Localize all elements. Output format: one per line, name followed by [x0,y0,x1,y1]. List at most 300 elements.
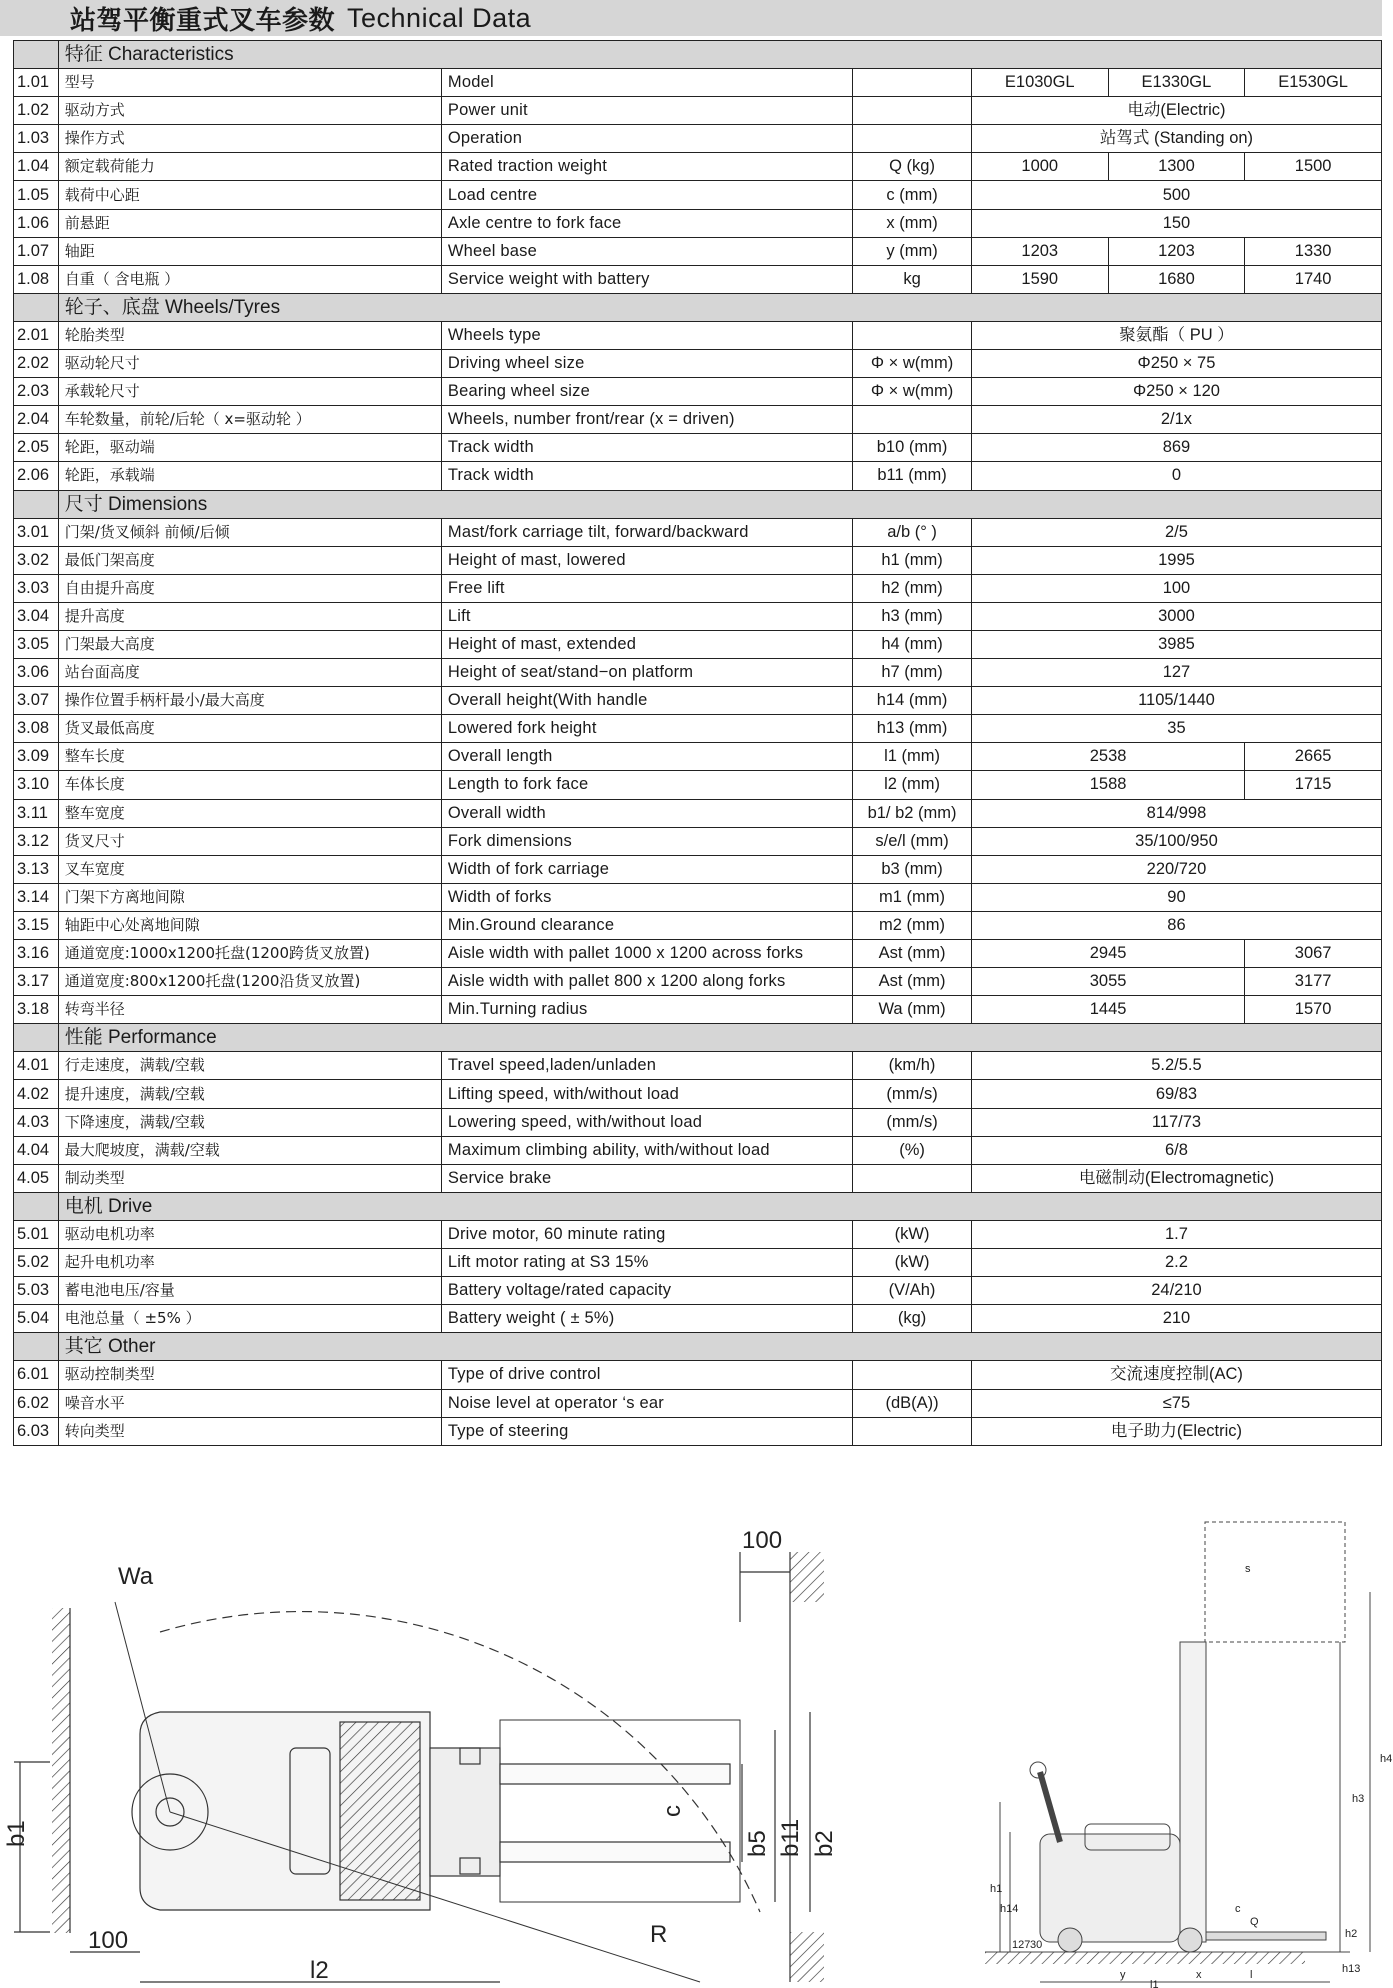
table-row [14,1361,1382,1389]
row-label-zh: 起升电机功率 [58,1249,441,1277]
spec-table [13,40,1382,1446]
table-row [14,434,1382,462]
row-label-zh: 转向类型 [58,1417,441,1445]
label-l2: l2 [310,1957,329,1984]
row-value: 869 [971,434,1381,462]
row-unit: m2 (mm) [853,911,972,939]
row-label-en: Load centre [441,181,852,209]
table-row [14,771,1382,799]
row-value: 3177 [1245,968,1382,996]
row-unit: Ast (mm) [853,940,972,968]
section-spacer [14,41,59,69]
row-number: 3.12 [14,827,59,855]
row-number: 3.04 [14,602,59,630]
row-value: 1588 [971,771,1244,799]
row-number: 1.05 [14,181,59,209]
section-title: 特征 Characteristics [58,41,1381,69]
row-number: 3.14 [14,883,59,911]
row-label-zh: 轮距，承载端 [58,462,441,490]
pallet-outline [500,1720,740,1902]
row-unit [853,321,972,349]
row-value: 2665 [1245,743,1382,771]
table-row [14,827,1382,855]
label-h7: 127 [1012,1939,1031,1951]
table-row [14,602,1382,630]
table-row [14,153,1382,181]
row-value: 127 [971,659,1381,687]
label-b1: b1 [3,1820,30,1847]
row-value: 6/8 [971,1136,1381,1164]
ground-hatch [985,1952,1305,1964]
table-row [14,378,1382,406]
table-row [14,209,1382,237]
row-label-zh: 驱动轮尺寸 [58,350,441,378]
row-number: 5.03 [14,1277,59,1305]
label-wa: Wa [118,1563,154,1590]
section-spacer [14,1024,59,1052]
row-label-zh: 轴距中心处离地间隙 [58,911,441,939]
label-h4: h4 [1380,1753,1393,1765]
table-row [14,883,1382,911]
row-label-en: Aisle width with pallet 800 x 1200 along forks [441,968,852,996]
side-fork [1206,1932,1326,1940]
row-label-en: Overall length [441,743,852,771]
row-value: 117/73 [971,1108,1381,1136]
row-number: 4.04 [14,1136,59,1164]
section-spacer [14,1333,59,1361]
section-header [14,490,1382,518]
label-r: R [650,1921,668,1948]
row-value: 0 [971,462,1381,490]
row-value: 电磁制动(Electromagnetic) [971,1164,1381,1192]
row-number: 3.06 [14,659,59,687]
row-label-en: Aisle width with pallet 1000 x 1200 across forks [441,940,852,968]
label-h13: h13 [1342,1963,1361,1975]
label-h3: h3 [1352,1793,1365,1805]
row-value: 1500 [1245,153,1382,181]
row-value: 2945 [971,940,1244,968]
table-row [14,1305,1382,1333]
row-value: 交流速度控制(AC) [971,1361,1381,1389]
row-value: E1030GL [971,69,1108,97]
table-row [14,940,1382,968]
row-unit: x (mm) [853,209,972,237]
section-header [14,1192,1382,1220]
row-number: 3.03 [14,574,59,602]
side-view-drawing [985,1522,1370,1982]
row-value: 1330 [1245,237,1382,265]
row-unit: c (mm) [853,181,972,209]
row-unit: (km/h) [853,1052,972,1080]
row-label-zh: 轴距 [58,237,441,265]
row-value: 电子助力(Electric) [971,1417,1381,1445]
row-unit: (%) [853,1136,972,1164]
row-value: 2/1x [971,406,1381,434]
row-label-zh: 站台面高度 [58,659,441,687]
row-label-zh: 下降速度，满载/空载 [58,1108,441,1136]
row-unit: m1 (mm) [853,883,972,911]
row-label-en: Mast/fork carriage tilt, forward/backward [441,518,852,546]
table-row [14,69,1382,97]
row-value: E1530GL [1245,69,1382,97]
table-row [14,321,1382,349]
label-m: 30 [1030,1939,1043,1951]
row-number: 6.01 [14,1361,59,1389]
row-unit: h7 (mm) [853,659,972,687]
row-unit: a/b (° ) [853,518,972,546]
label-100-top: 100 [742,1527,783,1554]
row-unit: l1 (mm) [853,743,972,771]
row-label-en: Battery weight ( ± 5%) [441,1305,852,1333]
row-value: E1330GL [1108,69,1245,97]
row-unit: h2 (mm) [853,574,972,602]
row-value: 1.7 [971,1220,1381,1248]
label-b2: b2 [811,1830,838,1857]
section-spacer [14,293,59,321]
row-value: 3067 [1245,940,1382,968]
table-row [14,630,1382,658]
row-unit: (kg) [853,1305,972,1333]
section-title: 性能 Performance [58,1024,1381,1052]
row-label-en: Overall width [441,799,852,827]
row-value: 69/83 [971,1080,1381,1108]
row-value: 814/998 [971,799,1381,827]
row-unit: b10 (mm) [853,434,972,462]
row-unit: b1/ b2 (mm) [853,799,972,827]
header-title-en: Technical Data [347,2,532,33]
label-l: l [1250,1969,1253,1981]
row-value: 2/5 [971,518,1381,546]
row-label-en: Min.Ground clearance [441,911,852,939]
label-l1: l1 [1150,1979,1159,1988]
label-h2: h2 [1345,1928,1358,1940]
row-label-zh: 型号 [58,69,441,97]
row-unit: h14 (mm) [853,687,972,715]
row-number: 3.09 [14,743,59,771]
row-label-en: Maximum climbing ability, with/without load [441,1136,852,1164]
row-number: 3.15 [14,911,59,939]
row-number: 3.08 [14,715,59,743]
row-number: 3.17 [14,968,59,996]
row-label-en: Service brake [441,1164,852,1192]
row-label-en: Drive motor, 60 minute rating [441,1220,852,1248]
right-wall-top [790,1552,824,1602]
section-header [14,1024,1382,1052]
row-label-en: Power unit [441,97,852,125]
row-label-en: Min.Turning radius [441,996,852,1024]
row-unit: (kW) [853,1249,972,1277]
table-row [14,1108,1382,1136]
row-label-zh: 噪音水平 [58,1389,441,1417]
row-unit: Φ × w(mm) [853,350,972,378]
row-value: Φ250 × 75 [971,350,1381,378]
row-label-en: Height of seat/stand−on platform [441,659,852,687]
row-number: 1.03 [14,125,59,153]
row-label-en: Lowering speed, with/without load [441,1108,852,1136]
fork-lower [500,1842,730,1862]
table-row [14,237,1382,265]
row-number: 1.01 [14,69,59,97]
label-q: Q [1250,1916,1259,1928]
row-value: 210 [971,1305,1381,1333]
row-label-en: Axle centre to fork face [441,209,852,237]
row-value: 站驾式 (Standing on) [971,125,1381,153]
row-number: 3.18 [14,996,59,1024]
table-row [14,1277,1382,1305]
row-label-zh: 车体长度 [58,771,441,799]
row-label-en: Travel speed,laden/unladen [441,1052,852,1080]
section-header [14,41,1382,69]
row-number: 2.01 [14,321,59,349]
row-label-zh: 门架/货叉倾斜 前倾/后倾 [58,518,441,546]
row-label-zh: 转弯半径 [58,996,441,1024]
battery-hatch [340,1722,420,1900]
row-value: 100 [971,574,1381,602]
row-label-en: Wheels type [441,321,852,349]
row-unit: (V/Ah) [853,1277,972,1305]
label-h14: h14 [1000,1903,1019,1915]
row-label-en: Driving wheel size [441,350,852,378]
row-value: 90 [971,883,1381,911]
row-label-zh: 驱动电机功率 [58,1220,441,1248]
row-value: 1000 [971,153,1108,181]
table-row [14,1052,1382,1080]
mast-block [430,1748,500,1876]
row-unit: Φ × w(mm) [853,378,972,406]
row-unit: (kW) [853,1220,972,1248]
row-label-zh: 提升高度 [58,602,441,630]
row-label-zh: 货叉尺寸 [58,827,441,855]
row-label-zh: 驱动控制类型 [58,1361,441,1389]
row-number: 3.16 [14,940,59,968]
row-label-zh: 门架下方离地间隙 [58,883,441,911]
row-number: 2.03 [14,378,59,406]
row-number: 1.04 [14,153,59,181]
row-number: 4.02 [14,1080,59,1108]
row-label-en: Wheels, number front/rear (x = driven) [441,406,852,434]
row-value: 1715 [1245,771,1382,799]
row-label-zh: 整车宽度 [58,799,441,827]
row-unit: (mm/s) [853,1080,972,1108]
section-title: 轮子、底盘 Wheels/Tyres [58,293,1381,321]
row-label-zh: 驱动方式 [58,97,441,125]
row-label-en: Lift [441,602,852,630]
row-label-zh: 通道宽度:800x1200托盘(1200沿货叉放置) [58,968,441,996]
section-title: 尺寸 Dimensions [58,490,1381,518]
label-h1: h1 [990,1883,1003,1895]
row-unit [853,125,972,153]
table-row [14,1136,1382,1164]
row-label-en: Battery voltage/rated capacity [441,1277,852,1305]
row-label-en: Length to fork face [441,771,852,799]
row-label-zh: 蓄电池电压/容量 [58,1277,441,1305]
row-value: 24/210 [971,1277,1381,1305]
row-number: 3.10 [14,771,59,799]
row-number: 3.01 [14,518,59,546]
row-label-zh: 整车长度 [58,743,441,771]
row-label-zh: 自重（ 含电瓶 ） [58,265,441,293]
row-label-en: Lift motor rating at S3 15% [441,1249,852,1277]
section-title: 电机 Drive [58,1192,1381,1220]
table-row [14,462,1382,490]
section-header [14,293,1382,321]
row-value: 2538 [971,743,1244,771]
drive-wheel [1058,1928,1082,1952]
row-number: 5.04 [14,1305,59,1333]
table-row [14,715,1382,743]
table-row [14,1164,1382,1192]
row-value: 35 [971,715,1381,743]
row-label-en: Overall height(With handle [441,687,852,715]
row-label-en: Service weight with battery [441,265,852,293]
table-row [14,518,1382,546]
row-label-zh: 载荷中心距 [58,181,441,209]
row-unit [853,1164,972,1192]
row-label-en: Operation [441,125,852,153]
row-label-zh: 提升速度，满载/空载 [58,1080,441,1108]
tiller-arm [1040,1772,1060,1842]
section-header [14,1333,1382,1361]
load-box-raised [1205,1522,1345,1642]
row-label-zh: 货叉最低高度 [58,715,441,743]
row-label-zh: 通道宽度:1000x1200托盘(1200跨货叉放置) [58,940,441,968]
row-label-zh: 轮胎类型 [58,321,441,349]
row-label-en: Noise level at operator ‘s ear [441,1389,852,1417]
row-unit: h13 (mm) [853,715,972,743]
section-spacer [14,1192,59,1220]
page-header [0,0,1382,36]
row-value: 220/720 [971,855,1381,883]
row-number: 1.02 [14,97,59,125]
label-b5: b5 [744,1830,771,1857]
table-row [14,743,1382,771]
row-label-en: Free lift [441,574,852,602]
table-row [14,1080,1382,1108]
table-row [14,181,1382,209]
table-row [14,911,1382,939]
row-label-zh: 额定载荷能力 [58,153,441,181]
label-100-bottom: 100 [88,1927,129,1954]
row-label-zh: 电池总量（ ±5% ） [58,1305,441,1333]
label-c: c [659,1805,686,1817]
row-label-zh: 最低门架高度 [58,546,441,574]
row-value: 3055 [971,968,1244,996]
row-label-en: Lowered fork height [441,715,852,743]
label-b11: b11 [777,1818,804,1857]
row-label-en: Track width [441,462,852,490]
row-unit: l2 (mm) [853,771,972,799]
row-value: Φ250 × 120 [971,378,1381,406]
table-row [14,125,1382,153]
table-row [14,265,1382,293]
row-value: 1203 [1108,237,1245,265]
row-unit: (mm/s) [853,1108,972,1136]
row-label-en: Type of drive control [441,1361,852,1389]
top-view-drawing [14,1552,824,1988]
left-wall [52,1608,70,1933]
row-label-en: Width of forks [441,883,852,911]
row-number: 6.02 [14,1389,59,1417]
row-number: 1.08 [14,265,59,293]
row-value: 1590 [971,265,1108,293]
row-label-en: Fork dimensions [441,827,852,855]
row-value: 1680 [1108,265,1245,293]
row-unit: Q (kg) [853,153,972,181]
row-unit: b3 (mm) [853,855,972,883]
row-unit [853,406,972,434]
row-number: 2.02 [14,350,59,378]
row-value: 聚氨酯（ PU ） [971,321,1381,349]
row-value: 5.2/5.5 [971,1052,1381,1080]
row-unit: s/e/l (mm) [853,827,972,855]
load-wheel [1178,1928,1202,1952]
row-value: 500 [971,181,1381,209]
fork-upper [500,1764,730,1784]
row-label-zh: 叉车宽度 [58,855,441,883]
row-number: 3.07 [14,687,59,715]
row-number: 2.04 [14,406,59,434]
row-number: 3.13 [14,855,59,883]
row-number: 5.01 [14,1220,59,1248]
row-value: 1445 [971,996,1244,1024]
row-label-en: Height of mast, extended [441,630,852,658]
table-row [14,406,1382,434]
row-label-zh: 操作方式 [58,125,441,153]
row-label-zh: 自由提升高度 [58,574,441,602]
dimension-drawings [0,1512,1393,1988]
row-number: 3.02 [14,546,59,574]
row-label-zh: 最大爬坡度，满载/空载 [58,1136,441,1164]
row-unit: h3 (mm) [853,602,972,630]
table-row [14,574,1382,602]
table-row [14,855,1382,883]
row-label-zh: 承载轮尺寸 [58,378,441,406]
row-label-en: Bearing wheel size [441,378,852,406]
row-unit: Ast (mm) [853,968,972,996]
row-label-zh: 行走速度，满载/空载 [58,1052,441,1080]
label-s: s [1245,1563,1251,1575]
row-number: 3.05 [14,630,59,658]
row-unit: b11 (mm) [853,462,972,490]
right-wall-bottom [790,1932,824,1982]
row-label-zh: 车轮数量，前轮/后轮（ x=驱动轮 ） [58,406,441,434]
table-row [14,1417,1382,1445]
row-unit [853,97,972,125]
row-label-zh: 前悬距 [58,209,441,237]
table-row [14,1220,1382,1248]
table-row [14,1249,1382,1277]
row-value: ≤75 [971,1389,1381,1417]
row-label-zh: 轮距，驱动端 [58,434,441,462]
row-value: 35/100/950 [971,827,1381,855]
table-row [14,687,1382,715]
label-c-side: c [1235,1903,1241,1915]
row-value: 1570 [1245,996,1382,1024]
row-label-en: Model [441,69,852,97]
row-number: 4.05 [14,1164,59,1192]
row-label-en: Height of mast, lowered [441,546,852,574]
table-row [14,97,1382,125]
section-spacer [14,490,59,518]
row-unit [853,69,972,97]
row-label-zh: 门架最大高度 [58,630,441,658]
row-unit: kg [853,265,972,293]
row-unit: h4 (mm) [853,630,972,658]
row-label-zh: 制动类型 [58,1164,441,1192]
row-number: 4.01 [14,1052,59,1080]
row-label-en: Track width [441,434,852,462]
row-number: 4.03 [14,1108,59,1136]
